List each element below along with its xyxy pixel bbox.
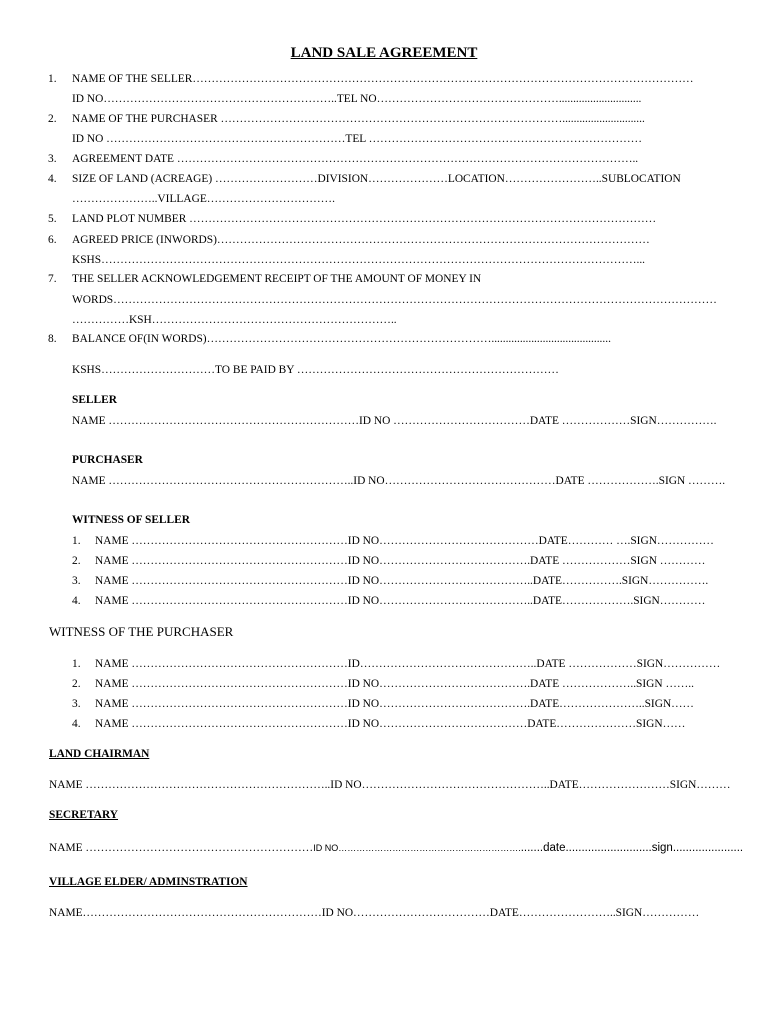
item-number: 8.	[48, 333, 57, 345]
village-elder-heading: VILLAGE ELDER/ ADMINSTRATION	[49, 876, 248, 888]
witness-seller-row: NAME …………………………………………………ID NO……………………………………DATE………… ….SIGN……………	[95, 535, 714, 547]
purchaser-heading: PURCHASER	[72, 454, 143, 466]
witness-purchaser-row: NAME …………………………………………………ID NO…………………………………DATE…………………SIGN……	[95, 718, 686, 730]
item-number: 2.	[48, 113, 57, 125]
witness-number: 3.	[72, 575, 81, 587]
balance-words-field: BALANCE OF(IN WORDS)…………………………………………………………………..........................................	[72, 333, 611, 345]
item-number: 4.	[48, 173, 57, 185]
purchaser-id-tel-field: ID NO ………………………………………………………TEL ………………………………………………………………	[72, 133, 643, 145]
witness-seller-row: NAME …………………………………………………ID NO…………………………………..DATE…………….SIGN…………….	[95, 575, 709, 587]
witness-number: 4.	[72, 718, 81, 730]
agreed-price-kshs-field: KSHS……………………………………………………………………………………………………………………………...	[72, 254, 646, 266]
witness-purchaser-row: NAME …………………………………………………ID NO………………………………….DATE…………………..SIGN……	[95, 698, 694, 710]
purchaser-name-field: NAME OF THE PURCHASER ……………………………………………………………………………….............................	[72, 113, 645, 125]
receipt-words-field: WORDS……………………………………………………………………………………………………………………………………………	[72, 294, 717, 306]
balance-kshs-field: KSHS…………………………TO BE PAID BY ……………………………………………………………	[72, 364, 559, 376]
item-number: 7.	[48, 273, 57, 285]
receipt-ksh-field: ……………KSH………………………………………………………..	[72, 314, 397, 326]
secretary-date-sign-part: .......date...........................sign......................	[520, 842, 744, 854]
item-number: 3.	[48, 153, 57, 165]
village-field: …………………..VILLAGE…………………………….	[72, 193, 335, 205]
seller-id-tel-field: ID NO……………………………………………………..TEL NO………………………………………….............................	[72, 93, 642, 105]
witness-purchaser-row: NAME …………………………………………………ID NO………………………………….DATE ………………..SIGN ……..	[95, 678, 694, 690]
secretary-line	[49, 841, 743, 855]
land-chairman-heading: LAND CHAIRMAN	[49, 748, 150, 760]
plot-number-field: LAND PLOT NUMBER ……………………………………………………………………………………………………………	[72, 213, 657, 225]
document-title: LAND SALE AGREEMENT	[290, 45, 478, 61]
witness-number: 1.	[72, 658, 81, 670]
secretary-id-part: ID NO…………………………………………………….	[313, 843, 521, 853]
witness-number: 3.	[72, 698, 81, 710]
witness-number: 2.	[72, 555, 81, 567]
village-elder-line: NAME………………………………………………………ID NO………………………………DATE……………………..SIGN……………	[49, 907, 700, 919]
land-chairman-line: NAME ………………………………………………………..ID NO…………………………………………..DATE……………………SIGN………	[49, 779, 731, 791]
witness-seller-row: NAME …………………………………………………ID NO………………………………….DATE ………………SIGN …………	[95, 555, 706, 567]
witness-purchaser-row: NAME …………………………………………………ID………………………………………..DATE ………………SIGN……………	[95, 658, 721, 670]
item-number: 1.	[48, 73, 57, 85]
land-size-field: SIZE OF LAND (ACREAGE) ………………………DIVISION…………………LOCATION……………………..SUBLOCATION	[72, 173, 681, 185]
seller-signature-line: NAME …………………………………………………………ID NO ………………………………DATE ………………SIGN…………….	[72, 415, 717, 427]
agreement-date-field: AGREEMENT DATE …………………………………………………………………………………………………………..	[72, 153, 639, 165]
receipt-ack-text: THE SELLER ACKNOWLEDGEMENT RECEIPT OF THE AMOUNT OF MONEY IN	[72, 273, 482, 285]
witness-number: 1.	[72, 535, 81, 547]
seller-name-field: NAME OF THE SELLER……………………………………………………………………………………………………………………	[72, 73, 694, 85]
witness-purchaser-heading: WITNESS OF THE PURCHASER	[49, 624, 234, 639]
witness-number: 4.	[72, 595, 81, 607]
secretary-name-part: NAME ……………………………………………………	[49, 842, 314, 854]
seller-heading: SELLER	[72, 394, 117, 406]
item-number: 6.	[48, 234, 57, 246]
purchaser-signature-line: NAME ………………………………………………………..ID NO………………………………………DATE ……………….SIGN ……….	[72, 475, 726, 487]
witness-seller-row: NAME …………………………………………………ID NO…………………………………..DATE……………….SIGN…………	[95, 595, 706, 607]
witness-seller-heading: WITNESS OF SELLER	[72, 514, 190, 526]
agreed-price-words-field: AGREED PRICE (INWORDS)……………………………………………………………………………………………………	[72, 234, 650, 246]
item-number: 5.	[48, 213, 57, 225]
witness-number: 2.	[72, 678, 81, 690]
secretary-heading: SECRETARY	[49, 809, 119, 821]
